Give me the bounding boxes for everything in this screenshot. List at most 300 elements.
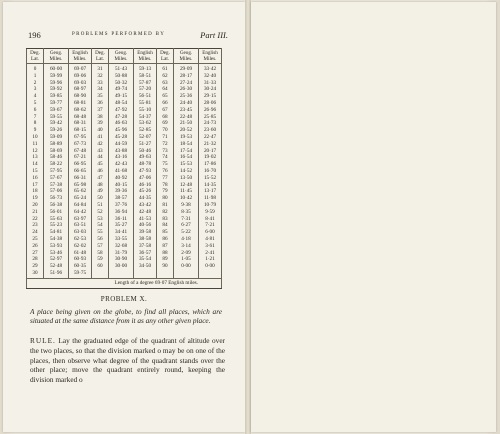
table-cell: 32·68 — [109, 243, 134, 250]
table-cell: 59·67 — [44, 107, 69, 114]
table-cell: 47·93 — [134, 168, 157, 175]
table-cell: 24·73 — [199, 120, 222, 127]
table-cell: 10·79 — [199, 202, 222, 209]
table-cell: 29 — [27, 263, 44, 270]
table-cell: 68·97 — [69, 86, 92, 93]
table-cell: 30 — [27, 270, 44, 278]
table-cell: 36·94 — [109, 209, 134, 216]
table-row — [27, 120, 222, 127]
table-cell: 39 — [92, 120, 109, 127]
table-cell: 49·15 — [109, 93, 134, 100]
table-cell: 3·61 — [199, 243, 222, 250]
table-cell: 53 — [92, 216, 109, 223]
table-cell: 58·51 — [134, 73, 157, 80]
table-cell: 25·36 — [174, 93, 199, 100]
table-cell: 7·31 — [174, 216, 199, 223]
table-cell: 31 — [92, 64, 109, 73]
rule-label: RULE. — [30, 336, 56, 345]
table-cell: 28·17 — [174, 73, 199, 80]
table-cell — [157, 270, 174, 278]
table-cell: 69·06 — [69, 73, 92, 80]
column-header: Geog. Miles. — [109, 49, 134, 64]
table-cell: 66·31 — [69, 175, 92, 182]
table-cell: 84 — [157, 222, 174, 229]
table-cell: 49·74 — [109, 86, 134, 93]
table-cell: 35 — [92, 93, 109, 100]
table-cell: 57·87 — [134, 80, 157, 87]
table-cell: 14·35 — [199, 182, 222, 189]
table-cell: 63·03 — [69, 229, 92, 236]
table-cell: 40·56 — [134, 222, 157, 229]
table-cell: 43 — [92, 148, 109, 155]
table-cell: 66·65 — [69, 168, 92, 175]
table-cell: 68·62 — [69, 107, 92, 114]
table-cell: 23·45 — [174, 107, 199, 114]
table-cell: 57·67 — [44, 175, 69, 182]
table-cell: 31·33 — [199, 80, 222, 87]
table-cell: 69 — [157, 120, 174, 127]
table-cell: 57 — [92, 243, 109, 250]
table-row — [27, 100, 222, 107]
table-cell: 56·51 — [134, 93, 157, 100]
table-cell: 4·81 — [199, 236, 222, 243]
table-cell: 53·46 — [44, 250, 69, 257]
table-cell: 9·38 — [174, 202, 199, 209]
table-cell — [134, 270, 157, 278]
table-cell: 6·27 — [174, 222, 199, 229]
table-cell: 38 — [92, 114, 109, 121]
table-cell: 48·78 — [134, 161, 157, 168]
column-header: English Miles. — [134, 49, 157, 64]
table-cell: 33·42 — [199, 64, 222, 73]
table-cell: 68·90 — [69, 93, 92, 100]
table-cell: 23 — [27, 222, 44, 229]
table-cell: 3·14 — [174, 243, 199, 250]
table-cell: 67·95 — [69, 134, 92, 141]
table-row — [27, 114, 222, 121]
table-cell: 59·75 — [69, 270, 92, 278]
table-cell: 42·48 — [134, 209, 157, 216]
table-cell: 0 — [27, 64, 44, 73]
table-cell: 18 — [27, 188, 44, 195]
table-cell: 6·00 — [199, 229, 222, 236]
table-cell: 6 — [27, 107, 44, 114]
table-cell: 55·63 — [44, 216, 69, 223]
table-cell: 17·86 — [199, 161, 222, 168]
table-cell: 3 — [27, 86, 44, 93]
table-cell: 5·22 — [174, 229, 199, 236]
table-cell: 50·32 — [109, 80, 134, 87]
table-cell: 43·42 — [134, 202, 157, 209]
table-row — [27, 161, 222, 168]
table-cell: 80 — [157, 195, 174, 202]
table-row — [27, 148, 222, 155]
table-cell: 33·55 — [109, 236, 134, 243]
table-cell: 31·79 — [109, 250, 134, 257]
table-cell: 21·50 — [174, 120, 199, 127]
table-cell: 47 — [92, 175, 109, 182]
table-cell: 59·92 — [44, 86, 69, 93]
table-cell: 50 — [92, 195, 109, 202]
table-cell: 41 — [92, 134, 109, 141]
table-row — [27, 188, 222, 195]
table-cell: 34·50 — [134, 263, 157, 270]
table-cell: 52·07 — [134, 134, 157, 141]
table-cell: 41·68 — [109, 168, 134, 175]
table-row — [27, 270, 222, 278]
table-cell: 44·35 — [134, 195, 157, 202]
column-header: Deg. Lat. — [27, 49, 44, 64]
table-cell: 68·31 — [69, 120, 92, 127]
rule-paragraph — [30, 336, 225, 385]
table-cell: 39·36 — [109, 188, 134, 195]
table-cell: 9·59 — [199, 209, 222, 216]
table-cell: 51 — [92, 202, 109, 209]
table-cell: 76 — [157, 168, 174, 175]
table-cell: 51·96 — [44, 270, 69, 278]
table-cell: 20 — [27, 202, 44, 209]
table-cell: 30·90 — [109, 256, 134, 263]
table-cell: 65·62 — [69, 188, 92, 195]
table-cell: 65·98 — [69, 182, 92, 189]
table-row — [27, 209, 222, 216]
table-cell: 57·20 — [134, 86, 157, 93]
table-cell: 48 — [92, 182, 109, 189]
table-cell: 56·38 — [44, 202, 69, 209]
table-cell: 38·58 — [134, 236, 157, 243]
table-cell: 36·11 — [109, 216, 134, 223]
table-cell: 49 — [92, 188, 109, 195]
table-cell: 26·30 — [174, 86, 199, 93]
table-cell: 45·28 — [109, 134, 134, 141]
table-row — [27, 127, 222, 134]
table-cell: 54·38 — [44, 236, 69, 243]
table-cell: 0·00 — [174, 263, 199, 270]
table-cell: 40·92 — [109, 175, 134, 182]
table-cell: 19 — [27, 195, 44, 202]
table-cell: 59·99 — [44, 73, 69, 80]
table-cell: 49·63 — [134, 154, 157, 161]
table-cell: 60 — [92, 263, 109, 270]
table-row — [27, 236, 222, 243]
table-cell: 59·96 — [44, 80, 69, 87]
table-cell: 41·53 — [134, 216, 157, 223]
table-cell: 59 — [92, 256, 109, 263]
table-cell: 47·92 — [109, 107, 134, 114]
table-cell: 11 — [27, 141, 44, 148]
table-cell: 62 — [157, 73, 174, 80]
table-cell: 55·10 — [134, 107, 157, 114]
table-row — [27, 154, 222, 161]
table-cell: 50·88 — [109, 73, 134, 80]
table-cell: 57·06 — [44, 188, 69, 195]
table-cell: 44 — [92, 154, 109, 161]
table-cell: 77 — [157, 175, 174, 182]
table-cell: 13·50 — [174, 175, 199, 182]
table-cell: 40·15 — [109, 182, 134, 189]
table-cell: 15·52 — [199, 175, 222, 182]
latitude-miles-table — [26, 48, 222, 289]
table-cell: 11·98 — [199, 195, 222, 202]
table-cell: 73 — [157, 148, 174, 155]
table-row — [27, 175, 222, 182]
column-header: English Miles. — [199, 49, 222, 64]
table-row — [27, 93, 222, 100]
table-cell: 65 — [157, 93, 174, 100]
running-head — [28, 30, 228, 42]
table-cell: 24·40 — [174, 100, 199, 107]
table-cell: 62·02 — [69, 243, 92, 250]
table-cell: 63·97 — [69, 216, 92, 223]
table-cell: 51·43 — [109, 64, 134, 73]
table-cell: 58·46 — [44, 154, 69, 161]
table-cell: 16·70 — [199, 168, 222, 175]
table-cell: 34 — [92, 86, 109, 93]
table-row — [27, 195, 222, 202]
table-cell: 57·38 — [44, 182, 69, 189]
table-cell: 66 — [157, 100, 174, 107]
table-cell: 46·63 — [109, 120, 134, 127]
table-cell: 21 — [27, 209, 44, 216]
column-header: Geog. Miles. — [44, 49, 69, 64]
table-cell: 23·60 — [199, 127, 222, 134]
table-cell: 86 — [157, 236, 174, 243]
table-cell: 11·45 — [174, 188, 199, 195]
table-cell: 78 — [157, 182, 174, 189]
table-cell: 68 — [157, 114, 174, 121]
table-row — [27, 182, 222, 189]
table-cell: 59·09 — [44, 134, 69, 141]
table-cell: 71 — [157, 134, 174, 141]
table-cell: 10 — [27, 134, 44, 141]
table-cell: 45·96 — [109, 127, 134, 134]
table-cell — [174, 270, 199, 278]
table-cell: 15·53 — [174, 161, 199, 168]
table-row — [27, 80, 222, 87]
table-cell: 30·00 — [109, 263, 134, 270]
table-cell: 34·41 — [109, 229, 134, 236]
table-cell: 21·32 — [199, 141, 222, 148]
table-cell: 37·58 — [134, 243, 157, 250]
table-cell: 26·96 — [199, 107, 222, 114]
table-cell: 58·22 — [44, 161, 69, 168]
table-cell: 15 — [27, 168, 44, 175]
table-cell: 62·53 — [69, 236, 92, 243]
column-header: Deg. Lat. — [92, 49, 109, 64]
table-cell: 29·09 — [174, 64, 199, 73]
table-cell: 19·02 — [199, 154, 222, 161]
table-cell: 14 — [27, 161, 44, 168]
table-cell: 4 — [27, 93, 44, 100]
part-label: Part III. — [200, 30, 228, 40]
table-cell: 50·46 — [134, 148, 157, 155]
table-cell: 63 — [157, 80, 174, 87]
problem-heading: PROBLEM X. — [100, 295, 148, 303]
table-cell: 28·06 — [199, 100, 222, 107]
table-cell: 47·28 — [109, 114, 134, 121]
table-cell: 55 — [92, 229, 109, 236]
table-cell: 59·85 — [44, 93, 69, 100]
table-cell: 67 — [157, 107, 174, 114]
table-cell: 1·21 — [199, 256, 222, 263]
table-cell: 40 — [92, 127, 109, 134]
table-cell: 22 — [27, 216, 44, 223]
table-cell: 25 — [27, 236, 44, 243]
table-cell: 35·54 — [134, 256, 157, 263]
table-cell: 79 — [157, 188, 174, 195]
table-cell: 64·84 — [69, 202, 92, 209]
table-cell: 55·23 — [44, 222, 69, 229]
table-cell: 1 — [27, 73, 44, 80]
table-cell: 68·48 — [69, 114, 92, 121]
table-cell: 67·48 — [69, 148, 92, 155]
table-cell: 56·01 — [44, 209, 69, 216]
table-cell: 42 — [92, 141, 109, 148]
table-cell: 2·41 — [199, 250, 222, 257]
table-cell: 35·27 — [109, 222, 134, 229]
table-cell: 33 — [92, 80, 109, 87]
table-cell: 87 — [157, 243, 174, 250]
table-cell: 52 — [92, 209, 109, 216]
table-cell: 8·35 — [174, 209, 199, 216]
table-cell: 30·24 — [199, 86, 222, 93]
table-cell: 42·43 — [109, 161, 134, 168]
table-cell: 69·03 — [69, 80, 92, 87]
table-cell: 10·42 — [174, 195, 199, 202]
table-cell: 59·13 — [134, 64, 157, 73]
table-row — [27, 250, 222, 257]
table-cell: 68·15 — [69, 127, 92, 134]
table-cell: 16 — [27, 175, 44, 182]
table-cell: 36·57 — [134, 250, 157, 257]
table-body — [27, 64, 222, 279]
table-cell: 54·37 — [134, 114, 157, 121]
degree-length-note: Length of a degree 69·07 English miles. — [92, 278, 222, 288]
table-cell: 32·40 — [199, 73, 222, 80]
table-cell: 56·73 — [44, 195, 69, 202]
table-cell: 8 — [27, 120, 44, 127]
table-cell: 17 — [27, 182, 44, 189]
table-cell: 32 — [92, 73, 109, 80]
table-cell: 38·57 — [109, 195, 134, 202]
table-cell: 43·88 — [109, 148, 134, 155]
column-header: Deg. Lat. — [157, 49, 174, 64]
table-cell: 67·21 — [69, 154, 92, 161]
table-row — [27, 73, 222, 80]
table-cell: 54 — [92, 222, 109, 229]
table-cell: 17·54 — [174, 148, 199, 155]
table-cell — [199, 270, 222, 278]
table-cell: 16·54 — [174, 154, 199, 161]
table-cell: 81 — [157, 202, 174, 209]
table-row — [27, 107, 222, 114]
table-cell: 24 — [27, 229, 44, 236]
table-cell: 82 — [157, 209, 174, 216]
table-cell: 55·81 — [134, 100, 157, 107]
table-cell: 74 — [157, 154, 174, 161]
table-cell: 2 — [27, 80, 44, 87]
table-cell: 60·93 — [69, 256, 92, 263]
table-cell: 57·95 — [44, 168, 69, 175]
table-cell: 61·48 — [69, 250, 92, 257]
table-cell: 36 — [92, 100, 109, 107]
table-cell: 5 — [27, 100, 44, 107]
table-cell: 46·16 — [134, 182, 157, 189]
table-cell: 1·05 — [174, 256, 199, 263]
table-cell: 63·51 — [69, 222, 92, 229]
table-cell: 29·15 — [199, 93, 222, 100]
table-row — [27, 256, 222, 263]
table-cell: 60·35 — [69, 263, 92, 270]
table-cell: 58·69 — [44, 148, 69, 155]
table-cell: 13 — [27, 154, 44, 161]
table-row — [27, 134, 222, 141]
table-cell: 88 — [157, 250, 174, 257]
table-cell: 58 — [92, 250, 109, 257]
table-row — [27, 229, 222, 236]
table-cell: 61 — [157, 64, 174, 73]
table-row — [27, 141, 222, 148]
table-cell: 43·16 — [109, 154, 134, 161]
table-row — [27, 64, 222, 73]
table-row — [27, 168, 222, 175]
table-cell: 27·24 — [174, 80, 199, 87]
table-cell: 89 — [157, 256, 174, 263]
table-cell: 90 — [157, 263, 174, 270]
table-cell: 22·48 — [174, 114, 199, 121]
table-cell: 22·47 — [199, 134, 222, 141]
table-cell: 72 — [157, 141, 174, 148]
table-cell: 14·52 — [174, 168, 199, 175]
table-cell: 7·21 — [199, 222, 222, 229]
table-cell: 28 — [27, 256, 44, 263]
table-cell: 69·07 — [69, 64, 92, 73]
table-cell: 20·52 — [174, 127, 199, 134]
table-cell: 64 — [157, 86, 174, 93]
table-cell: 12·48 — [174, 182, 199, 189]
column-header: Geog. Miles. — [174, 49, 199, 64]
table-row — [27, 202, 222, 209]
table-cell: 52·48 — [44, 263, 69, 270]
table-footer-row — [27, 278, 222, 288]
table-cell: 59·55 — [44, 114, 69, 121]
table-cell: 60·00 — [44, 64, 69, 73]
table-cell: 45·26 — [134, 188, 157, 195]
table-cell: 65·24 — [69, 195, 92, 202]
table-cell: 52·97 — [44, 256, 69, 263]
table-cell: 0·00 — [199, 263, 222, 270]
table-cell: 83 — [157, 216, 174, 223]
table-cell: 64·42 — [69, 209, 92, 216]
table-cell — [92, 270, 109, 278]
table-row — [27, 222, 222, 229]
table-cell: 20·17 — [199, 148, 222, 155]
table-cell: 44·59 — [109, 141, 134, 148]
table-cell: 70 — [157, 127, 174, 134]
table-cell: 45 — [92, 161, 109, 168]
table-cell: 7 — [27, 114, 44, 121]
table-cell: 58·89 — [44, 141, 69, 148]
table-cell: 26 — [27, 243, 44, 250]
table-cell: 85 — [157, 229, 174, 236]
table-cell: 59·42 — [44, 120, 69, 127]
table-row — [27, 86, 222, 93]
table-row — [27, 216, 222, 223]
table-cell: 48·54 — [109, 100, 134, 107]
table-row — [27, 243, 222, 250]
table-cell: 37 — [92, 107, 109, 114]
table-cell: 54·81 — [44, 229, 69, 236]
